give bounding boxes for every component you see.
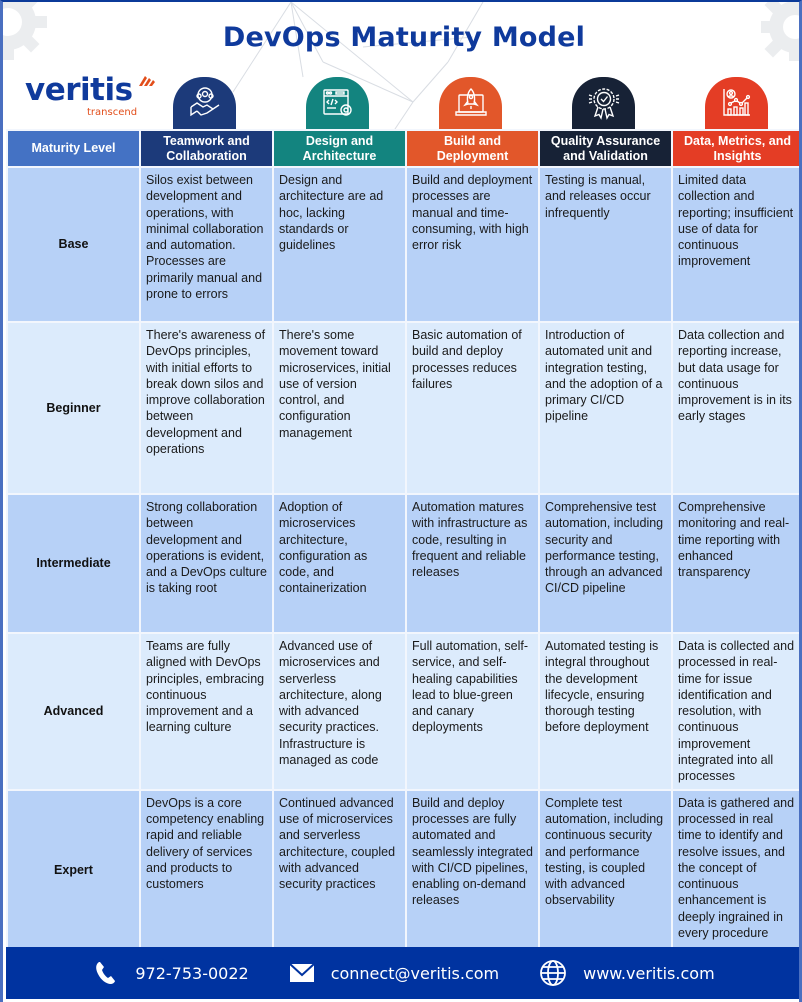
header-build: Build and Deployment [406, 130, 539, 167]
table-cell: Comprehensive test automation, including security and performance testing, through an advanced CI/CD pipeline [539, 494, 672, 633]
table-cell: Basic automation of build and deploy processes reduces failures [406, 322, 539, 494]
analytics-chart-icon [719, 85, 755, 121]
table-cell: Full automation, self-service, and self-healing capabilities lead to blue-green and canary deployments [406, 633, 539, 790]
table-cell: Design and architecture are ad hoc, lacking standards or guidelines [273, 167, 406, 322]
table-cell: Comprehensive monitoring and real-time reporting with enhanced transparency [672, 494, 802, 633]
header-design: Design and Architecture [273, 130, 406, 167]
build-icon-tab [439, 77, 502, 129]
teamwork-icon-tab [173, 77, 236, 129]
table-row-advanced [7, 633, 802, 790]
table-cell: Strong collaboration between development and operations is evident, and a DevOps culture is taking root [140, 494, 273, 633]
table-row-expert [7, 790, 802, 950]
level-label: Base [7, 167, 140, 322]
email-address: connect@veritis.com [330, 963, 500, 983]
code-window-gear-icon [320, 85, 356, 121]
footer-email[interactable] [289, 963, 499, 983]
data-icon-tab [705, 77, 768, 129]
table-row-intermediate [7, 494, 802, 633]
table-cell: Build and deployment processes are manual and time-consuming, with high error risk [406, 167, 539, 322]
table-cell: DevOps is a core competency enabling rapid and reliable delivery of services and products to customers [140, 790, 273, 950]
globe-icon [539, 959, 567, 987]
phone-number: 972-753-0022 [135, 963, 249, 983]
header-maturity-level: Maturity Level [7, 130, 140, 167]
contact-footer [6, 947, 802, 999]
table-row-beginner [7, 322, 802, 494]
table-cell: Testing is manual, and releases occur infrequently [539, 167, 672, 322]
footer-website[interactable] [539, 959, 715, 987]
award-badge-check-icon [586, 85, 622, 121]
table-cell: Introduction of automated unit and integration testing, and the adoption of a primary CI/CD pipeline [539, 322, 672, 494]
level-label: Beginner [7, 322, 140, 494]
table-cell: Data is gathered and processed in real time to identify and resolve issues, and the concept of continuous enhancement is deeply ingrained in every procedure [672, 790, 802, 950]
footer-phone[interactable] [93, 960, 248, 986]
table-row-base [7, 167, 802, 322]
table-cell: Advanced use of microservices and serverless architecture, along with advanced security practices. Infrastructure is managed as code [273, 633, 406, 790]
phone-icon [93, 960, 119, 986]
page-title: DevOps Maturity Model [222, 22, 586, 53]
level-label: Advanced [7, 633, 140, 790]
level-label: Expert [7, 790, 140, 950]
table-cell: Limited data collection and reporting; insufficient use of data for continuous improvement [672, 167, 802, 322]
quality-icon-tab [572, 77, 635, 129]
table-cell: Automated testing is integral throughout the development lifecycle, ensuring thorough testing before deployment [539, 633, 672, 790]
level-label: Intermediate [7, 494, 140, 633]
logo-tagline: transcend [87, 107, 138, 118]
logo-arrow-icon [137, 74, 157, 88]
veritis-logo [25, 72, 165, 122]
header-teamwork: Teamwork and Collaboration [140, 130, 273, 167]
table-cell: There's awareness of DevOps principles, with initial efforts to break down silos and improve collaboration between development and operations [140, 322, 273, 494]
table-cell: Complete test automation, including continuous security and performance testing, is coupled with advanced observability [539, 790, 672, 950]
table-cell: Silos exist between development and operations, with minimal collaboration and automation. Processes are primarily manual and prone to errors [140, 167, 273, 322]
table-cell: Data is collected and processed in real-time for issue identification and resolution, with continuous improvement integrated into all processes [672, 633, 802, 790]
table-cell: Teams are fully aligned with DevOps principles, embracing continuous improvement and a learning culture [140, 633, 273, 790]
header-data: Data, Metrics, and Insights [672, 130, 802, 167]
table-cell: Automation matures with infrastructure as code, resulting in frequent and reliable releases [406, 494, 539, 633]
design-icon-tab [306, 77, 369, 129]
maturity-model-table [6, 129, 802, 951]
table-cell: Adoption of microservices architecture, configuration as code, and containerization [273, 494, 406, 633]
website-url: www.veritis.com [583, 963, 715, 983]
table-cell: Data collection and reporting increase, but data usage for continuous improvement is in its early stages [672, 322, 802, 494]
team-handshake-icon [187, 85, 223, 121]
logo-wordmark: veritis [25, 72, 133, 108]
header-quality: Quality Assurance and Validation [539, 130, 672, 167]
table-cell: There's some movement toward microservices, initial use of version control, and configuration management [273, 322, 406, 494]
table-cell: Build and deploy processes are fully automated and seamlessly integrated with CI/CD pipelines, enabling on-demand releases [406, 790, 539, 950]
table-header-row [7, 130, 802, 167]
table-cell: Continued advanced use of microservices and serverless architecture, coupled with advanced security practices [273, 790, 406, 950]
envelope-icon [289, 963, 315, 983]
rocket-laptop-icon [453, 85, 489, 121]
